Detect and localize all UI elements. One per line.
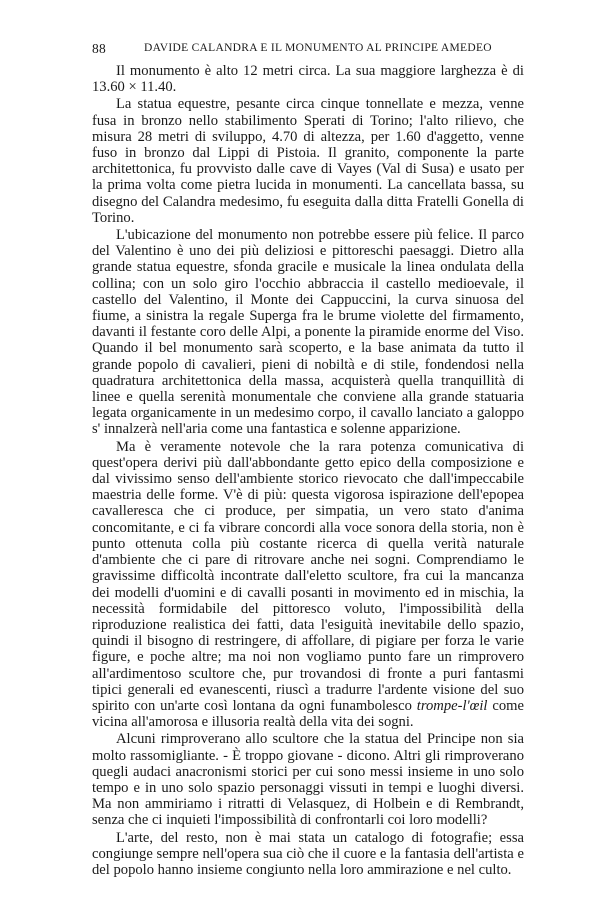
paragraph-composition: [92, 439, 524, 731]
page-number: 88: [92, 41, 107, 56]
body-text: [92, 63, 524, 878]
trompe-loeil-term: trompe-l'œil: [416, 697, 488, 714]
paragraph-dimensions: Il monumento è alto 12 metri circa. La sua maggiore larghezza è di 13.60 × 11.40.: [92, 63, 524, 96]
composition-text-end: come vicina all'amorosa e illusoria realtà della vita dei sogni.: [92, 697, 525, 731]
paragraph-criticism: Alcuni rimproverano allo scultore che la statua del Principe non sia molto rassomigliante. - È troppo giovane - dicono. Altri gli rimproverano quegli audaci anacronismi storici per cui sono messi insieme in uno solo tempo e in uno solo spazio personaggi vissuti in tempi e luoghi diversi. Ma non ammiriamo i ritratti di Velasquez, di Holbein e di Rembrandt, senza che ci inquieti l'impossibilità di confrontarli coi loro modelli?: [92, 731, 524, 829]
paragraph-materials: La statua equestre, pesante circa cinque tonnellate e mezza, venne fusa in bronzo nello stabilimento Sperati di Torino; l'alto rilievo, che misura 28 metri di sviluppo, 4.70 di altezza, per 1.60 d'aggetto, venne fuso in bronzo dal Lippi di Pistoia. Il granito, componente la parte architettonica, fu provvisto dalle cave di Vayes (Val di Susa) e usato per la prima volta come pietra lucida in monumenti. La cancellata bassa, su disegno del Calandra medesimo, fu eseguita dalla ditta Fratelli Gonella di Torino.: [92, 96, 524, 226]
running-title: DAVIDE CALANDRA E IL MONUMENTO AL PRINCIPE AMEDEO: [144, 42, 492, 54]
paragraph-location: L'ubicazione del monumento non potrebbe essere più felice. Il parco del Valentino è uno dei più deliziosi e pittoreschi paesaggi. Dietro alla grande statua equestre, sfonda gracile e musicale la linea ondulata della collina; con un solo giro l'occhio abbraccia il castello medioevale, il castello del Valentino, il Monte dei Cappuccini, la curva sinuosa del fiume, a sinistra la regale Superga fra le brume violette del firmamento, davanti il festante coro delle Alpi, a ponente la piramide enorme del Viso. Quando il bel monumento sarà scoperto, e la base animata da tutto il grande popolo di cavalieri, pieni di nobiltà e di stile, fondendosi nella quadratura architettonica della massa, acquisterà quella tranquillità di linee e quella serenità monumentale che conviene alla grande statuaria legata organicamente in un medesimo corpo, il cavallo lanciato a galoppo s' innalzerà nell'aria come una fantastica e solenne apparizione.: [92, 227, 524, 438]
page-header: [92, 41, 524, 59]
composition-text: Ma è veramente notevole che la rara potenza comunicativa di quest'opera derivi più dall'abbondante getto epico della composizione e dal vivissimo senso dell'ambiente storico rievocato che dall'impeccabile maestria delle forme. V'è di più: questa vigorosa ispirazione dell'epopea cavalleresca che ci produce, per simpatia, un vero stato d'anima concomitante, e ci fa vibrare concordi alla voce sonora della storia, non è punto ottenuta colla più costante ricerca di quella verità naturale d'ambiente che ci pare di ritrovare anche nei sogni. Comprendiamo le gravissime difficoltà incontrate dall'eletto scultore, fra cui la mancanza dei modelli d'uomini e di cavalli posanti in movimento ed in mischia, la necessità formidabile del pittoresco voluto, l'impossibilità della riproduzione realistica dei fatti, data l'esiguità inevitabile dello spazio, quindi il bisogno di restringere, di affollare, di pigiare per forza le varie figure, e poche altre; ma noi non vogliamo punto fare un rimprovero all'ardimentoso scultore che, pur trovandosi di fronte a puri fantasmi tipici generali ed evanescenti, riuscì a tradurre l'ardente visione del suo spirito con un'arte così lontana da ogni funambolesco: [92, 438, 524, 714]
paragraph-conclusion: L'arte, del resto, non è mai stata un catalogo di fotografie; essa congiunge sempre nell'opera sua ciò che il cuore e la fantasia dell'artista e del popolo hanno insieme congiunto nella loro ammirazione e nel culto.: [92, 829, 524, 878]
